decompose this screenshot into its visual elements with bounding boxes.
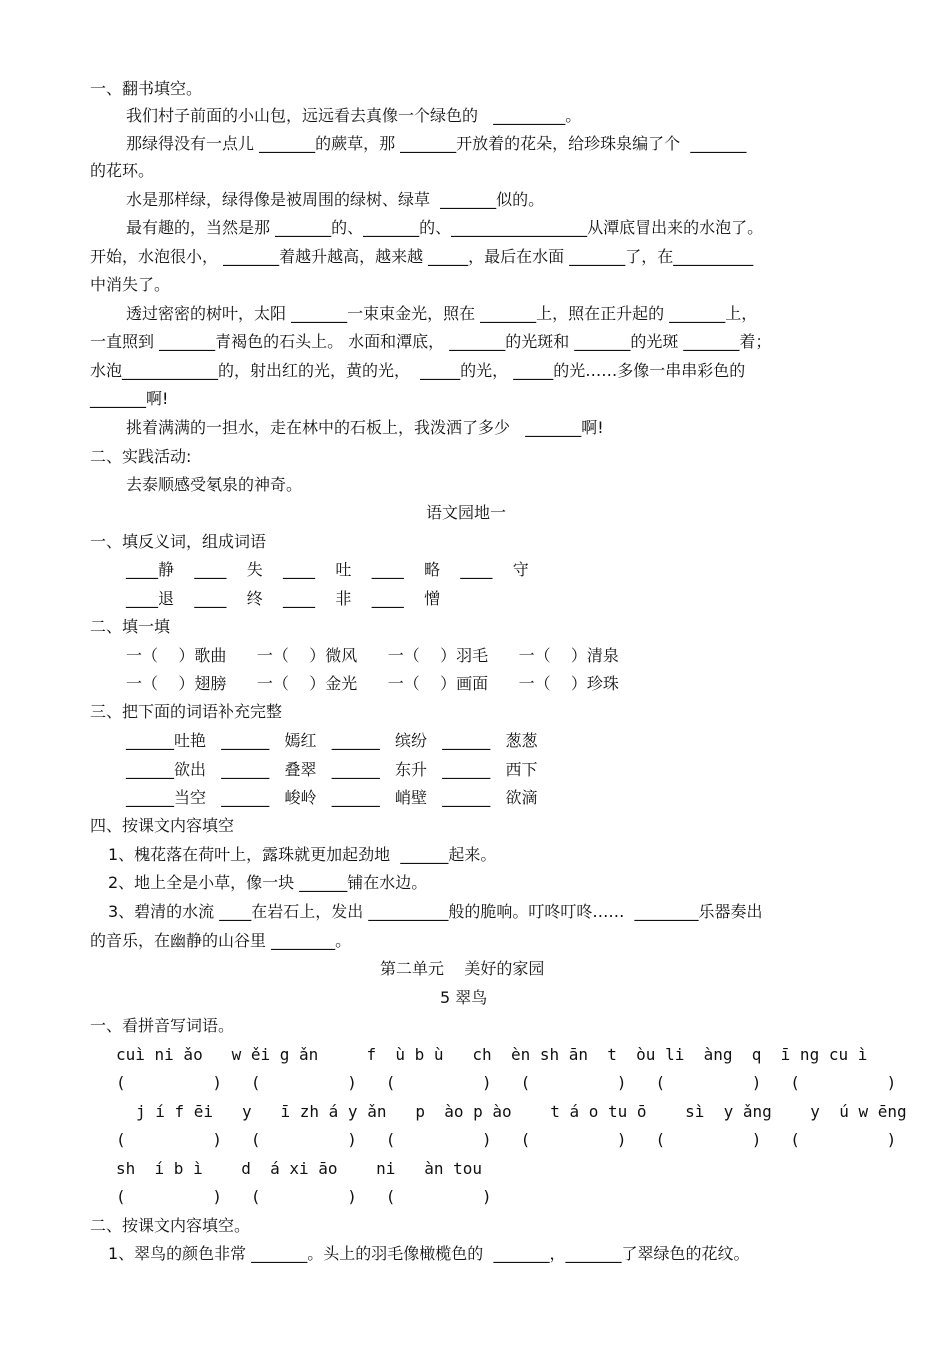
ln-33: 一、看拼音写词语。: [90, 1016, 235, 1035]
ln-24: ______欲出 ______ 叠翠 ______ 东升 ______ 西下: [126, 760, 538, 779]
ln-13: 二、实践活动:: [90, 447, 192, 466]
ln-10: 水泡____________的，射出红的光，黄的光， _____的光， _____的光……多像一串串彩色的: [90, 361, 746, 380]
ln-37: ( ) ( ) ( ) ( ) ( ) ( ): [116, 1130, 897, 1149]
ln-35: ( ) ( ) ( ) ( ) ( ) ( ): [116, 1073, 897, 1092]
ln-41: 1、翠鸟的颜色非常 _______。头上的羽毛像橄榄色的 _______，_______了翠绿色的花纹。: [108, 1244, 750, 1263]
ln-40: 二、按课文内容填空。: [90, 1216, 251, 1235]
ln-4: 水是那样绿，绿得像是被周围的绿树、绿草 _______似的。: [126, 190, 545, 209]
ln-19: 二、填一填: [90, 617, 171, 636]
ln-18: ____退 ____ 终 ____ 非 ____ 憎: [126, 589, 441, 608]
ln-23: ______吐艳 ______ 嫣红 ______ 缤纷 ______ 葱葱: [126, 731, 538, 750]
ln-8: 透过密密的树叶，太阳 _______一束束金光，照在 _______上，照在正升起的 _______上，: [126, 304, 758, 323]
ln-25: ______当空 ______ 峻岭 ______ 峭壁 ______ 欲滴: [126, 788, 538, 807]
ln-5: 最有趣的，当然是那 _______的、_______的、_________________从潭底冒出来的水泡了。: [126, 218, 764, 237]
ln-3: 的花环。: [90, 161, 155, 180]
ln-20: 一（ ）歌曲 一（ ）微风 一（ ）羽毛 一（ ）清泉: [126, 646, 619, 665]
ln-28: 2、地上全是小草，像一块 ______铺在水边。: [108, 873, 428, 892]
ln-34: cuì ni ǎo w ěi g ǎn f ù b ù ch èn sh ān t òu li àng q ī ng cu ì: [116, 1045, 868, 1064]
ln-14: 去泰顺感受氡泉的神奇。: [126, 475, 303, 494]
ln-31: 第二单元 美好的家园: [380, 959, 545, 978]
ln-11: _______啊!: [90, 389, 169, 408]
ln-1: 我们村子前面的小山包，远远看去真像一个绿色的 _________。: [126, 106, 582, 125]
ln-22: 三、把下面的词语补充完整: [90, 702, 283, 721]
ln-9: 一直照到 _______青褐色的石头上。 水面和潭底， _______的光斑和 _______的光斑 _______着；: [90, 332, 772, 351]
ln-32: 5 翠鸟: [440, 988, 488, 1007]
ln-17: ____静 ____ 失 ____ 吐 ____ 略 ____ 守: [126, 560, 529, 579]
ln-29: 3、碧清的水流 ____在岩石上，发出 __________般的脆响。叮咚叮咚…… ________乐器奏出: [108, 902, 763, 921]
ln-12: 挑着满满的一担水，走在林中的石板上，我泼洒了多少 _______啊!: [126, 418, 604, 437]
ln-39: ( ) ( ) ( ): [116, 1187, 492, 1206]
ln-0: 一、翻书填空。: [90, 79, 203, 98]
ln-27: 1、槐花落在荷叶上，露珠就更加起劲地 ______起来。: [108, 845, 497, 864]
ln-2: 那绿得没有一点儿 _______的蕨草，那 _______开放着的花朵，给珍珠泉编了个 _______: [126, 134, 747, 153]
ln-6: 开始，水泡很小， _______着越升越高，越来越 _____，最后在水面 _______了，在__________: [90, 247, 754, 266]
ln-15: 语文园地一: [426, 503, 507, 522]
ln-38: sh í b ì d á xi āo ni àn tou: [116, 1159, 483, 1178]
ln-26: 四、按课文内容填空: [90, 816, 235, 835]
ln-21: 一（ ）翅膀 一（ ）金光 一（ ）画面 一（ ）珍珠: [126, 674, 619, 693]
ln-30: 的音乐，在幽静的山谷里 ________。: [90, 931, 352, 950]
ln-16: 一、填反义词，组成词语: [90, 532, 267, 551]
ln-7: 中消失了。: [90, 275, 171, 294]
ln-36: j í f ēi y ī zh á y ǎn p ào p ào t á o tu ō sì y ǎng y ú w ēng: [136, 1102, 907, 1121]
